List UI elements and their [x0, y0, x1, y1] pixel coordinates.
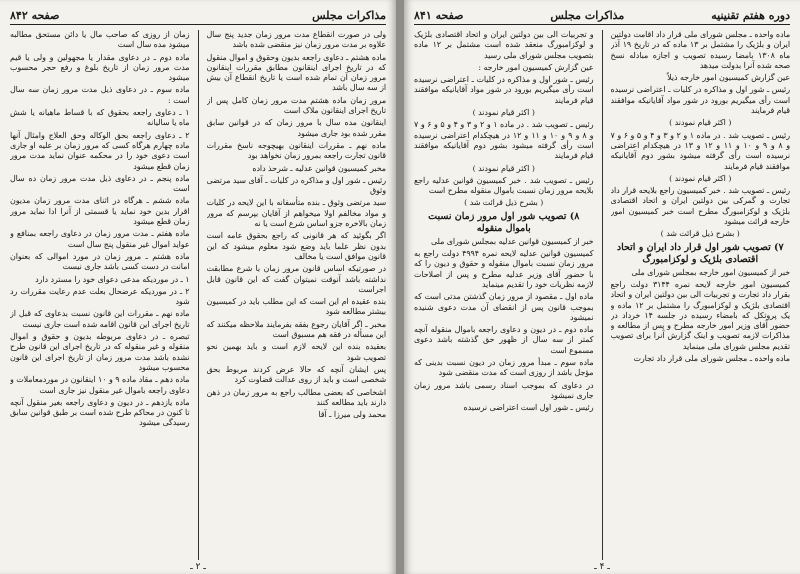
book-gutter [396, 0, 404, 574]
right-page-number: صفحه ۸۴۱ [414, 8, 464, 22]
left-page-title: مذاکرات مجلس [312, 8, 386, 22]
paragraph: پس ایشان آنچه که حالا عرض کردند مربوط بحق شخصی است و باید از روی عدالت قضاوت کرد [206, 364, 386, 385]
paragraph: رئیس ـ تصویب شد . خبر کمیسیون قوانین عدلیه راجع بلایحه مرور زمان نسبت باموال منقوله مطرح است [414, 175, 594, 196]
right-page-footer: ـ ۴ ـ [594, 562, 610, 572]
paragraph: خبر از کمیسیون قوانین عدلیه بمجلس شورای ملی [430, 236, 594, 246]
paragraph: ماده پنجم ـ در دعاوی ذیل مدت مرور زمان ده سال است [10, 173, 190, 194]
left-page-header [10, 6, 386, 25]
paragraph: ماده واحده ـ مجلس شورای ملی قرار داد اقامت دولتین ایران و بلژیک را مشتمل بر ۱۳ ماده که در تاریخ ۱۹ آذر ماه ۱۳۰۸ بامضا رسیده تصویب و اجازه مبادله نسخ صحه شده آنرا بدولت میدهد [610, 30, 790, 70]
paragraph: رئیس ـ تصویب شد . در ماده ۱ و ۲ و ۳ و ۴ و ۵ و ۶ و ۷ و ۸ و ۹ و ۱۰ و ۱۱ و ۱۲ در هیچکدام اعتراضی نرسیده است رأی گرفته میشود بشور دوم آقایانیکه موافقند قیام فرمایند [414, 120, 594, 161]
column-divider [602, 30, 603, 560]
paragraph: ( اکثر قیام نمودند ) [669, 118, 732, 128]
paragraph: و تجربیات الی بین دولتین ایران و اتحاد اقتصادی بلژیک و لوکزامبورگ منعقد شده است مشتمل بر ۱۲ ماده بتصویب مجلس شورای ملی رسید [414, 30, 594, 60]
paragraph: ولی در صورت انقطاع مدت مرور زمان جدید پنج سال علاوه بر مدت مرور زمان نیز منقضی شده باشد [206, 30, 386, 50]
paragraph: ( بشرح ذیل قرائت شد ) [660, 229, 740, 239]
paragraph: ماده هشتم ـ مرور زمان در مورد اموالی که بعنوان امانت در دست کسی باشد جاری نیست [10, 251, 190, 272]
paragraph: ( اکثر قیام نمودند ) [472, 108, 535, 118]
column-divider [198, 30, 199, 560]
paragraph: ماده سوم ـ در دعاوی ذیل مدت مرور زمان سه سال است : [10, 85, 190, 105]
paragraph: ماده هشتم ـ دعاوی راجعه بدیون وحقوق و اموال منقول که در تاریخ اجرای اینقانون مطابق مقررات اینقانون مرور زمان آن تمام شده است یا تاریخ انقطاع آن بیش از سه سال باشد [206, 52, 386, 93]
paragraph: سید مرتضی وثوق ـ بنده متأسفانه با این لایحه در کلیات و مواد مخالفم اولا میخواهم از آقایان بپرسم که مرور زمان بالاخره جزو اساس شرع است یا نه [206, 198, 386, 229]
paragraph: رئیس ـ تصویب شد . در ماده ۱ و ۲ و ۳ و ۴ و ۵ و ۶ و ۷ و ۸ و ۹ و ۱۰ و ۱۱ و ۱۲ و ۱۳ در هیچکدام اعتراضی نرسیده است رأی گرفته میشود بشور دوم آقایانیکه موافقند قیام فرمایند [610, 130, 790, 171]
right-page-columns [414, 30, 790, 560]
right-page-title: مذاکرات مجلس [550, 8, 625, 22]
paragraph: ماده یازدهم ـ در دیون و دعاوی راجعه بغیر منقول آنچه تا کنون در محاکم طرح شده است بر طبق قوانین سابق رسیدگی میشود [10, 397, 190, 428]
paragraph: ماده اول ـ مقصود از مرور زمان گذشتن مدتی است که بموجب قانون پس از انقضای آن مدت دعوی شنیده نمیشود [414, 292, 594, 322]
paragraph: ( اکثر قیام نمودند ) [472, 163, 535, 173]
paragraph: ماده نهم ـ مقررات اینقانون بهیچوجه ناسخ مقررات قانون تجارت راجعه بمرور زمان نخواهد بود [206, 140, 386, 161]
paragraph: عین گزارش کمیسیون امور خارجه ذیلاً [667, 73, 790, 83]
left-page-footer: ـ ۲ ـ [190, 562, 206, 572]
right-page-header [414, 6, 790, 25]
paragraph: رئیس ـ شور اول است اعتراضی نرسیده [463, 403, 594, 413]
paragraph: مخبر کمیسیون قوانین عدلیه ـ شرحذ داده [252, 163, 386, 173]
paragraph: رئیس ـ شور اول و مذاکره در کلیات ـ اعتراضی نرسیده است رأی میگیریم بورود در شور مواد آقایانیکه موافقند قیام فرمایند [414, 75, 594, 105]
paragraph: مخبر ـ اگر آقایان رجوع بفقه بفرمایند ملاحظه میکنند که این مسأله در فقه هم مسبوق است [206, 319, 386, 340]
paragraph: در صورتیکه اساس قانون مرور زمان با شرع مطابقت نداشته باشد آنوقت نمیتوان گفت که این قانون قابل اجراست [206, 264, 386, 294]
paragraph: کمیسیون قوانین عدلیه لایحه نمره ۴۹۹۴ دولت راجع به مرور زمان نسبت باموال منقوله و حقوق و دیون را که با حضور آقای وزیر عدلیه مطرح و پس از اصلاحات لازمه نظریات خود را تقدیم مینماید [414, 249, 594, 289]
paragraph: رئیس ـ شور اول و مذاکره در کلیات ـ اعتراضی نرسیده است رأی میگیریم بورود در شور مواد آقایانیکه موافقند قیام فرمایند [610, 85, 790, 116]
left-page-column-left [10, 30, 190, 560]
paragraph: ۱ ـ دعاوی راجعه بحقوق که با قساط ماهیانه یا شش ماه یا سالیانه [10, 108, 190, 128]
paragraph: ۲ ـ دعاوی راجعه بحق الوکاله وحق العلاج وامثال آنها ماده چهارم هرگاه کسی که مرور زمان بر علیه او جاری است دعوی خود را در محکمه عنوان نماید مدت مرور زمان قطع میشود [10, 130, 190, 171]
paragraph: ماده هفتم ـ مدت مرور زمان در دعاوی راجعه بمنافع و عواید اموال غیر منقول پنج سال است [10, 229, 190, 249]
paragraph: ماده نهم ـ مقررات این قانون نسبت بدعاوی که قبل از تاریخ اجرای این قانون اقامه شده است جاری نیست [10, 309, 190, 329]
paragraph: اشخاصی که بعضی مطالب راجع به مرور زمان در ذهن دارند باید مطالعه کنند [206, 387, 386, 407]
paragraph: ( بشرح ذیل قرائت شد ) [464, 198, 544, 208]
paragraph: بنده عقیده ام این است که این مطلب باید در کمیسیون بیشتر مطالعه شود [206, 297, 386, 317]
right-page-column-left [414, 30, 594, 560]
paragraph: ۷) تصویب شور اول قرار داد ایران و اتحاد اقتصادی بلژیک و لوکزامبورگ [616, 241, 784, 265]
paragraph: ۱ ـ در موردیکه مدعی دعوای خود را مسترد دارد [35, 274, 190, 284]
right-page-column-right [611, 30, 791, 560]
left-page-column-right [207, 30, 387, 560]
paragraph: محمد ولی میرزا ـ آقا [318, 410, 386, 420]
paragraph: کمیسیون امور خارجه لایحه نمره ۳۱۴۴ دولت راجع بقرار داد تجارت و تجربیات الی بین دولتین ایران و اتحاد اقتصادی بلژیک و لوکزامبورگ را مشتمل بر ۱۲ ماده و یک پروتکل که بامضاء رسیده در جلسه ۱۴ خرداد در حضور آقای وزیر امور خارجه مطرح و پس از مطالعه و مذاکرات لازمه تصویب و اینک گزارش آنرا برای تصویب تقدیم مجلس شورای ملی مینماید [610, 279, 790, 351]
left-page-number: صفحه ۸۴۲ [10, 8, 60, 22]
paragraph: ۲ ـ در موردیکه عرضحال بعلت عدم رعایت مقررات رد شود [10, 286, 190, 307]
paragraph: ماده دوم ـ در دعاوی مقدار یا مجهولین و ولی یا قیم مدت مرور زمان از تاریخ بلوغ و رفع حجر محسوب میشود [10, 52, 190, 83]
paragraph: رئیس ـ تصویب شد . خبر کمیسیون راجع بلایحه قرار داد تجارت و گمرکی بین دولتین ایران و اتحاد اقتصادی بلژیک و لوکزامبورگ مطرح است خبر کمیسیون امور خارجه قرائت میشود [610, 186, 790, 227]
paragraph: ۸) تصویب شور اول مرور زمان نسبت باموال منقوله [428, 210, 580, 234]
paragraph: خبر از کمیسیون امور خارجه بمجلس شورای ملی [631, 267, 790, 277]
paragraph: بعقیده بنده این لایحه لازم است و باید بهمین نحو تصویب شود [206, 342, 386, 362]
paragraph: عین گزارش کمیسیون امور خارجه : [478, 62, 594, 72]
paragraph: اینقانون مده سال با مرور زمان که در قوانین سابق مقرر شده بود جاری میشود [206, 118, 386, 138]
paragraph: ماده دهم ـ مقاد ماده ۹ و ۱۰ اینقانون در موردمعاملات و دعاوی راجعه باموال غیر منقول نیز جاری است [10, 375, 190, 395]
paragraph: زمان از روزی که صاحب مال یا دائن مستحق مطالبه میشود مده سال است [10, 30, 190, 50]
paragraph: ( اکثر قیام نمودند ) [669, 173, 732, 183]
paragraph: در دعاوی که بموجب اسناد رسمی باشد مرور زمان جاری نمیشود [414, 380, 594, 400]
right-page-session: دوره هفتم تقنینیه [711, 8, 790, 22]
paragraph: رئیس ـ شور اول و مذاکره در کلیات ـ آقای سید مرتضی وثوق [206, 175, 386, 196]
paragraph: تبصره ـ در دعاوی مربوطه بدیون و حقوق و اموال منقوله و غیر منقوله که در تاریخ اجرای این قانون طرح نشده باشد مدت مرور زمان از تاریخ اجرای این قانون محسوب میشود [10, 332, 190, 372]
paragraph: ماده واحده ـ مجلس شورای ملی قرار داد تجارت [633, 354, 790, 364]
right-page [404, 0, 800, 574]
left-page-columns [10, 30, 386, 560]
paragraph: مرور زمان ماده هشتم مدت مرور زمان کامل پس از تاریخ اجرای اینقانون ملاک است [206, 95, 386, 116]
paragraph: ماده سوم ـ مبدأ مرور زمان در دیون نسبت بدینی که مؤجل باشد از روزی است که مدت منقضی شود [414, 358, 594, 378]
left-page [0, 0, 396, 574]
paragraph: اگر بگوئید که هر قانونی که راجع بحقوق عامه است بدون نظر علما باید وضع شود معلوم میشود که این قانون موافق است یا مخالف [206, 231, 386, 261]
paragraph: ماده دوم ـ در دیون و دعاوی راجعه باموال منقوله آنچه کمتر از سه سال از ظهور حق گذشته باشد دعوی مسموع است [414, 325, 594, 355]
paragraph: ماده ششم ـ هرگاه در اثنای مدت مرور زمان مدیون اقرار بدین خود نماید یا قسمتی از آنرا ادا نماید مرور زمان قطع میشود [10, 196, 190, 227]
